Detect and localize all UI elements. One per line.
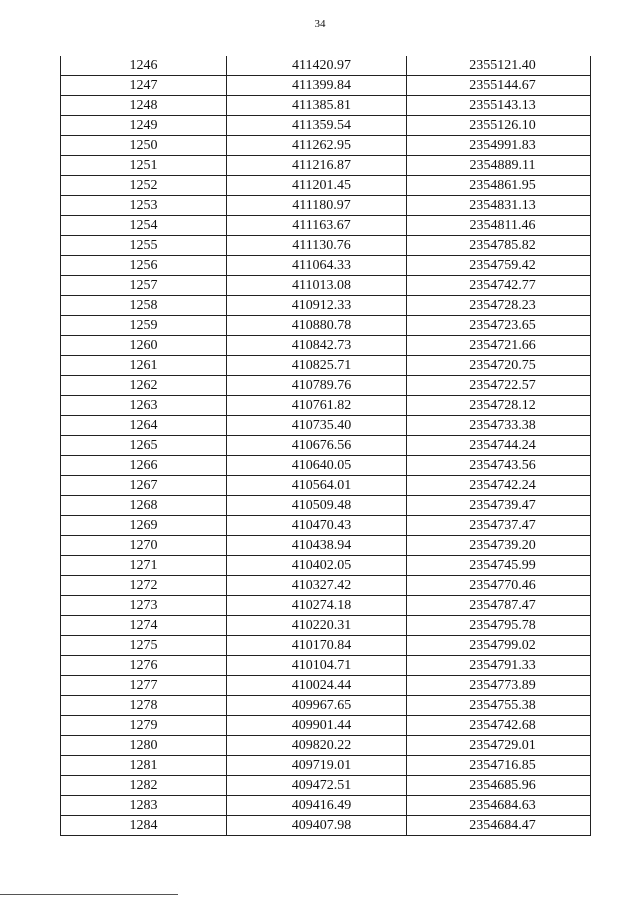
- x-coordinate-cell: 410438.94: [227, 536, 407, 556]
- point-number-cell: 1247: [61, 76, 227, 96]
- x-coordinate-cell: 410220.31: [227, 616, 407, 636]
- point-number-cell: 1260: [61, 336, 227, 356]
- point-number-cell: 1267: [61, 476, 227, 496]
- y-coordinate-cell: 2354861.95: [407, 176, 591, 196]
- x-coordinate-cell: 411420.97: [227, 56, 407, 76]
- table-row: [61, 816, 591, 836]
- point-number-cell: 1248: [61, 96, 227, 116]
- y-coordinate-cell: 2354733.38: [407, 416, 591, 436]
- point-number-cell: 1246: [61, 56, 227, 76]
- point-number-cell: 1264: [61, 416, 227, 436]
- y-coordinate-cell: 2354739.20: [407, 536, 591, 556]
- x-coordinate-cell: 410735.40: [227, 416, 407, 436]
- y-coordinate-cell: 2354739.47: [407, 496, 591, 516]
- y-coordinate-cell: 2354759.42: [407, 256, 591, 276]
- y-coordinate-cell: 2355126.10: [407, 116, 591, 136]
- x-coordinate-cell: 409416.49: [227, 796, 407, 816]
- y-coordinate-cell: 2354811.46: [407, 216, 591, 236]
- table-row: [61, 576, 591, 596]
- y-coordinate-cell: 2354742.77: [407, 276, 591, 296]
- x-coordinate-cell: 409901.44: [227, 716, 407, 736]
- x-coordinate-cell: 411163.67: [227, 216, 407, 236]
- point-number-cell: 1270: [61, 536, 227, 556]
- table-row: [61, 316, 591, 336]
- point-number-cell: 1266: [61, 456, 227, 476]
- y-coordinate-cell: 2354744.24: [407, 436, 591, 456]
- y-coordinate-cell: 2354745.99: [407, 556, 591, 576]
- table-row: [61, 136, 591, 156]
- x-coordinate-cell: 409719.01: [227, 756, 407, 776]
- x-coordinate-cell: 410274.18: [227, 596, 407, 616]
- x-coordinate-cell: 410880.78: [227, 316, 407, 336]
- table-row: [61, 216, 591, 236]
- table-row: [61, 236, 591, 256]
- x-coordinate-cell: 410676.56: [227, 436, 407, 456]
- y-coordinate-cell: 2354889.11: [407, 156, 591, 176]
- table-row: [61, 476, 591, 496]
- x-coordinate-cell: 410640.05: [227, 456, 407, 476]
- x-coordinate-cell: 410170.84: [227, 636, 407, 656]
- y-coordinate-cell: 2354787.47: [407, 596, 591, 616]
- table-row: [61, 116, 591, 136]
- y-coordinate-cell: 2354716.85: [407, 756, 591, 776]
- x-coordinate-cell: 410789.76: [227, 376, 407, 396]
- table-row: [61, 56, 591, 76]
- point-number-cell: 1279: [61, 716, 227, 736]
- table-row: [61, 716, 591, 736]
- table-row: [61, 396, 591, 416]
- table-row: [61, 656, 591, 676]
- x-coordinate-cell: 409967.65: [227, 696, 407, 716]
- x-coordinate-cell: 411013.08: [227, 276, 407, 296]
- point-number-cell: 1251: [61, 156, 227, 176]
- y-coordinate-cell: 2354743.56: [407, 456, 591, 476]
- table-row: [61, 676, 591, 696]
- table-row: [61, 156, 591, 176]
- y-coordinate-cell: 2354795.78: [407, 616, 591, 636]
- y-coordinate-cell: 2354685.96: [407, 776, 591, 796]
- table-row: [61, 376, 591, 396]
- y-coordinate-cell: 2355144.67: [407, 76, 591, 96]
- point-number-cell: 1278: [61, 696, 227, 716]
- table-row: [61, 636, 591, 656]
- x-coordinate-cell: 409820.22: [227, 736, 407, 756]
- point-number-cell: 1261: [61, 356, 227, 376]
- y-coordinate-cell: 2355143.13: [407, 96, 591, 116]
- x-coordinate-cell: 411201.45: [227, 176, 407, 196]
- x-coordinate-cell: 411064.33: [227, 256, 407, 276]
- y-coordinate-cell: 2354721.66: [407, 336, 591, 356]
- table-row: [61, 496, 591, 516]
- x-coordinate-cell: 411359.54: [227, 116, 407, 136]
- x-coordinate-cell: 410825.71: [227, 356, 407, 376]
- point-number-cell: 1276: [61, 656, 227, 676]
- y-coordinate-cell: 2354684.47: [407, 816, 591, 836]
- coordinate-table-body: [61, 56, 591, 836]
- point-number-cell: 1274: [61, 616, 227, 636]
- point-number-cell: 1262: [61, 376, 227, 396]
- x-coordinate-cell: 410327.42: [227, 576, 407, 596]
- y-coordinate-cell: 2354742.24: [407, 476, 591, 496]
- table-row: [61, 616, 591, 636]
- point-number-cell: 1280: [61, 736, 227, 756]
- x-coordinate-cell: 410912.33: [227, 296, 407, 316]
- y-coordinate-cell: 2354755.38: [407, 696, 591, 716]
- table-row: [61, 456, 591, 476]
- table-row: [61, 276, 591, 296]
- point-number-cell: 1254: [61, 216, 227, 236]
- point-number-cell: 1253: [61, 196, 227, 216]
- table-row: [61, 196, 591, 216]
- point-number-cell: 1271: [61, 556, 227, 576]
- x-coordinate-cell: 410104.71: [227, 656, 407, 676]
- point-number-cell: 1259: [61, 316, 227, 336]
- point-number-cell: 1263: [61, 396, 227, 416]
- point-number-cell: 1283: [61, 796, 227, 816]
- x-coordinate-cell: 411262.95: [227, 136, 407, 156]
- table-row: [61, 356, 591, 376]
- y-coordinate-cell: 2354728.12: [407, 396, 591, 416]
- table-row: [61, 436, 591, 456]
- x-coordinate-cell: 410402.05: [227, 556, 407, 576]
- point-number-cell: 1250: [61, 136, 227, 156]
- table-row: [61, 336, 591, 356]
- x-coordinate-cell: 411130.76: [227, 236, 407, 256]
- point-number-cell: 1268: [61, 496, 227, 516]
- table-row: [61, 296, 591, 316]
- table-row: [61, 756, 591, 776]
- point-number-cell: 1275: [61, 636, 227, 656]
- y-coordinate-cell: 2354742.68: [407, 716, 591, 736]
- y-coordinate-cell: 2355121.40: [407, 56, 591, 76]
- y-coordinate-cell: 2354831.13: [407, 196, 591, 216]
- x-coordinate-cell: 411216.87: [227, 156, 407, 176]
- table-row: [61, 176, 591, 196]
- point-number-cell: 1249: [61, 116, 227, 136]
- y-coordinate-cell: 2354723.65: [407, 316, 591, 336]
- point-number-cell: 1272: [61, 576, 227, 596]
- point-number-cell: 1257: [61, 276, 227, 296]
- point-number-cell: 1265: [61, 436, 227, 456]
- y-coordinate-cell: 2354785.82: [407, 236, 591, 256]
- y-coordinate-cell: 2354720.75: [407, 356, 591, 376]
- footer-rule: [0, 894, 178, 895]
- table-row: [61, 516, 591, 536]
- table-row: [61, 736, 591, 756]
- table-row: [61, 556, 591, 576]
- table-row: [61, 776, 591, 796]
- point-number-cell: 1273: [61, 596, 227, 616]
- x-coordinate-cell: 410509.48: [227, 496, 407, 516]
- table-row: [61, 796, 591, 816]
- y-coordinate-cell: 2354991.83: [407, 136, 591, 156]
- x-coordinate-cell: 409472.51: [227, 776, 407, 796]
- x-coordinate-cell: 411399.84: [227, 76, 407, 96]
- x-coordinate-cell: 411180.97: [227, 196, 407, 216]
- point-number-cell: 1281: [61, 756, 227, 776]
- y-coordinate-cell: 2354684.63: [407, 796, 591, 816]
- coordinate-table: [60, 56, 591, 836]
- y-coordinate-cell: 2354722.57: [407, 376, 591, 396]
- x-coordinate-cell: 410024.44: [227, 676, 407, 696]
- y-coordinate-cell: 2354799.02: [407, 636, 591, 656]
- table-row: [61, 76, 591, 96]
- point-number-cell: 1284: [61, 816, 227, 836]
- y-coordinate-cell: 2354737.47: [407, 516, 591, 536]
- table-row: [61, 416, 591, 436]
- point-number-cell: 1269: [61, 516, 227, 536]
- point-number-cell: 1277: [61, 676, 227, 696]
- point-number-cell: 1252: [61, 176, 227, 196]
- x-coordinate-cell: 411385.81: [227, 96, 407, 116]
- y-coordinate-cell: 2354729.01: [407, 736, 591, 756]
- y-coordinate-cell: 2354773.89: [407, 676, 591, 696]
- y-coordinate-cell: 2354791.33: [407, 656, 591, 676]
- table-row: [61, 256, 591, 276]
- x-coordinate-cell: 410564.01: [227, 476, 407, 496]
- table-row: [61, 596, 591, 616]
- x-coordinate-cell: 410470.43: [227, 516, 407, 536]
- point-number-cell: 1256: [61, 256, 227, 276]
- x-coordinate-cell: 410761.82: [227, 396, 407, 416]
- point-number-cell: 1258: [61, 296, 227, 316]
- point-number-cell: 1282: [61, 776, 227, 796]
- x-coordinate-cell: 409407.98: [227, 816, 407, 836]
- table-row: [61, 536, 591, 556]
- y-coordinate-cell: 2354728.23: [407, 296, 591, 316]
- table-row: [61, 96, 591, 116]
- page-number: 34: [314, 18, 326, 30]
- y-coordinate-cell: 2354770.46: [407, 576, 591, 596]
- table-row: [61, 696, 591, 716]
- point-number-cell: 1255: [61, 236, 227, 256]
- x-coordinate-cell: 410842.73: [227, 336, 407, 356]
